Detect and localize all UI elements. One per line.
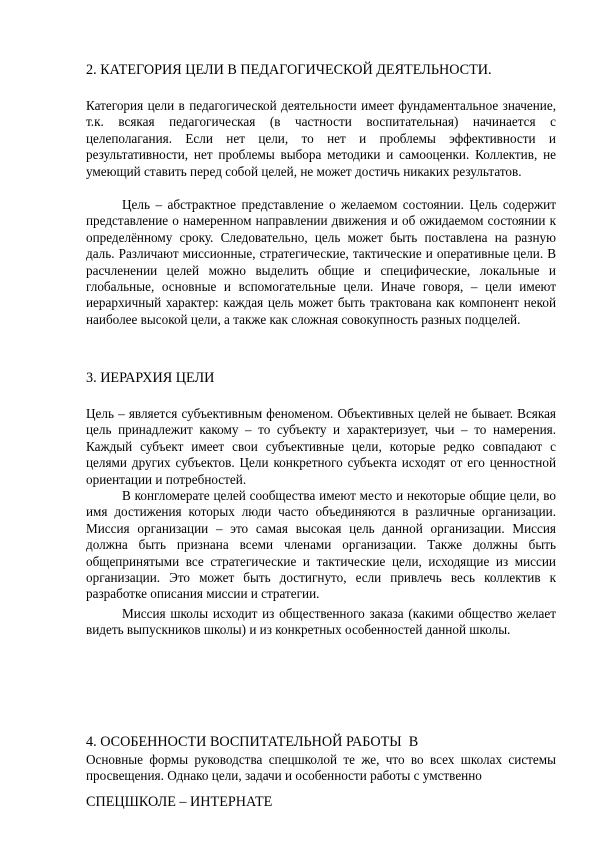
section-3-paragraph-2: В конгломерате целей сообщества имеют место и некоторые общие цели, во имя достижения которых люди часто объединяются в различные организации. Миссия организации – это самая высокая цель данной организации. Миссия должна быть признана всеми членами организации. Также должны быть общепринятыми все стратегические и тактические цели, исходящие из миссии организации. Это может быть достигнуто, если привлечь весь коллектив к разработке описания миссии и стратегии. <box>86 488 556 602</box>
section-3-heading: 3. ИЕРАРХИЯ ЦЕЛИ <box>86 370 215 386</box>
section-4-heading-line-2: СПЕЦШКОЛЕ – ИНТЕРНАТЕ <box>86 794 273 810</box>
section-4-paragraph-1: Основные формы руководства спецшколой те же, что во всех школах системы просвещения. Однако цели, задачи и особенности работы с умственно <box>86 752 556 784</box>
section-2-paragraph-2: Цель – абстрактное представление о желаемом состоянии. Цель содержит представление о намеренном направлении движения и об ожидаемом состоянии к определённому сроку. Следовательно, цель может быть поставлена на разную даль. Различают миссионные, стратегические, тактические и оперативные цели. В расчленении целей можно выделить общие и специфические, локальные и глобальные, основные и вспомогательные цели. Иначе говоря, – цели имеют иерархичный характер: каждая цель может быть трактована как компонент некой наиболее высокой цели, а также как сложная совокупность разных подцелей. <box>86 197 556 327</box>
section-3-paragraph-3: Миссия школы исходит из общественного заказа (какими общество желает видеть выпускников школы) и из конкретных особенностей данной школы. <box>86 606 556 638</box>
section-2-heading: 2. КАТЕГОРИЯ ЦЕЛИ В ПЕДАГОГИЧЕСКОЙ ДЕЯТЕЛЬНОСТИ. <box>86 62 492 78</box>
section-2-paragraph-1: Категория цели в педагогической деятельности имеет фундаментальное значение, т.к. всякая педагогическая (в частности воспитательная) начинается с целеполагания. Если нет цели, то нет и проблемы эффективности и результативности, нет проблемы выбора методики и самооценки. Коллектив, не умеющий ставить перед собой целей, не может достичь никаких результатов. <box>86 98 556 179</box>
section-3-paragraph-1: Цель – является субъективным феноменом. Объективных целей не бывает. Всякая цель принадлежит какому – то субъекту и характеризует, чьи – то намерения. Каждый субъект имеет свои субъективные цели, которые редко совпадают с целями других субъектов. Цели конкретного субъекта исходят от его ценностной ориентации и потребностей. <box>86 406 556 487</box>
section-4-heading-line-1: 4. ОСОБЕННОСТИ ВОСПИТАТЕЛЬНОЙ РАБОТЫ В <box>86 734 419 750</box>
